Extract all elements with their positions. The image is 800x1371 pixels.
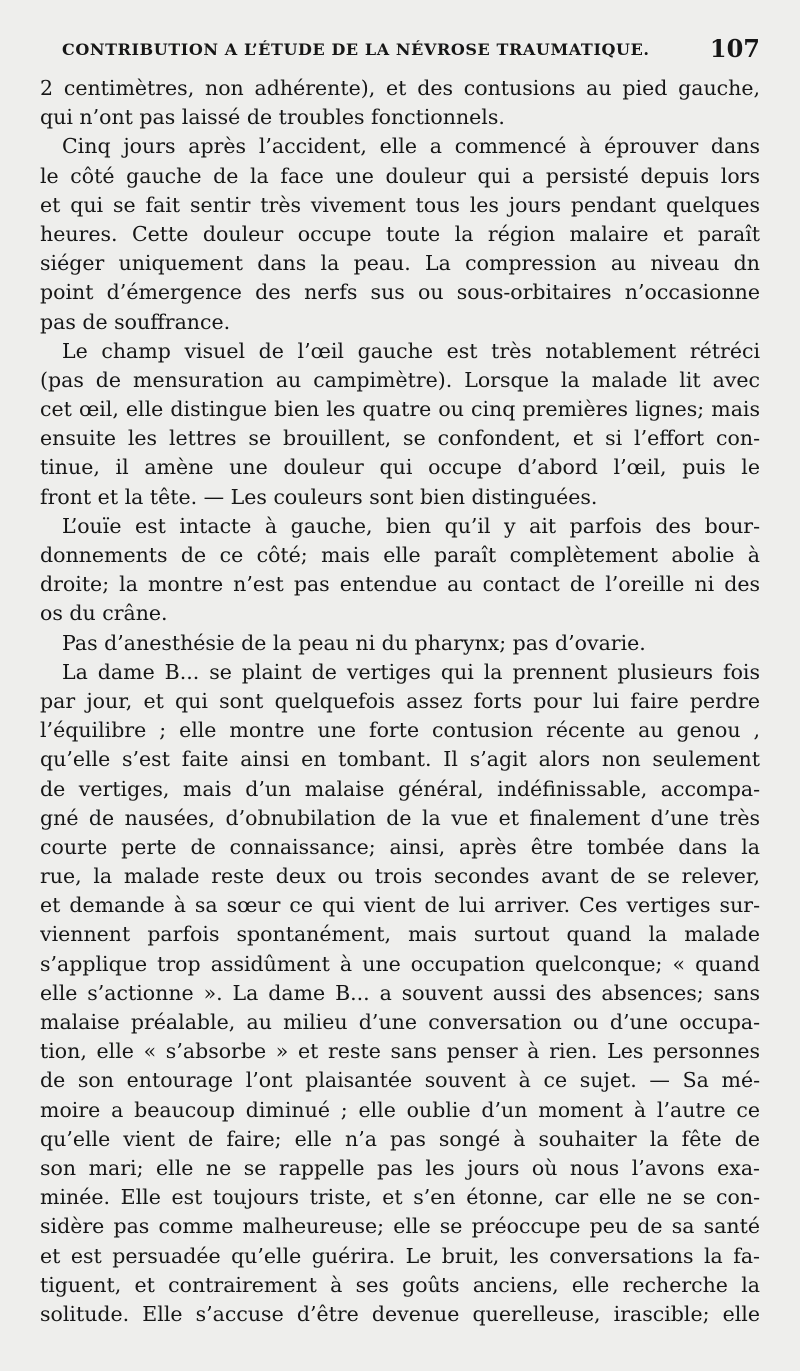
text-line: de son entourage l’ont plaisantée souvent à ce sujet. — Sa mé-: [40, 1068, 760, 1093]
text-line: donnements de ce côté; mais elle paraît complètement abolie à: [40, 543, 760, 567]
text-line: 2 centimètres, non adhérente), et des contusions au pied gauche,: [40, 76, 760, 100]
text-line: pas de souffrance.: [40, 309, 231, 334]
text-line: viennent parfois spontanément, mais surtout quand la malade: [40, 922, 760, 947]
text-line: son mari; elle ne se rappelle pas les jours où nous l’avons exa-: [40, 1155, 760, 1180]
text-line: tion, elle « s’absorbe » et reste sans penser à rien. Les personnes: [40, 1039, 760, 1064]
text-line: le côté gauche de la face une douleur qui a persisté depuis lors: [40, 163, 760, 188]
text-line: de vertiges, mais d’un malaise général, indéfinissable, accompa-: [40, 776, 760, 801]
text-line: front et la tête. — Les couleurs sont bien distinguées.: [40, 484, 598, 509]
text-line: malaise préalable, au milieu d’une conversation ou d’une occupa-: [40, 1010, 760, 1034]
body-text: [40, 74, 760, 1329]
text-line: gné de nausées, d’obnubilation de la vue et finalement d’une très: [40, 805, 760, 830]
text-line: La dame B... se plaint de vertiges qui la prennent plusieurs fois: [62, 659, 760, 684]
text-line: siéger uniquement dans la peau. La compression au niveau dn: [40, 251, 760, 276]
text-line: sidère pas comme malheureuse; elle se préoccupe peu de sa santé: [40, 1214, 760, 1239]
page-header: [62, 34, 760, 68]
text-line: par jour, et qui sont quelquefois assez forts pour lui faire perdre: [40, 688, 760, 713]
text-line: point d’émergence des nerfs sus ou sous-orbitaires n’occasionne: [40, 280, 760, 305]
text-line: tiguent, et contrairement à ses goûts anciens, elle recherche la: [40, 1272, 760, 1297]
text-line: elle s’actionne ». La dame B... a souvent aussi des absences; sans: [40, 980, 760, 1005]
text-line: l’équilibre ; elle montre une forte contusion récente au genou ,: [40, 718, 760, 743]
text-line: et qui se fait sentir très vivement tous les jours pendant quelques: [40, 192, 760, 217]
text-line: s’applique trop assidûment à une occupation quelconque; « quand: [40, 951, 760, 976]
text-line: cet œil, elle distingue bien les quatre ou cinq premières lignes; mais: [40, 397, 760, 422]
text-line: tinue, il amène une douleur qui occupe d’abord l’œil, puis le: [40, 455, 760, 480]
text-line: droite; la montre n’est pas entendue au contact de l’oreille ni des: [40, 572, 760, 597]
text-line: solitude. Elle s’accuse d’être devenue querelleuse, irascible; elle: [40, 1301, 760, 1326]
text-line: L’ouïe est intacte à gauche, bien qu’il y ait parfois des bour-: [62, 513, 760, 538]
text-line: rue, la malade reste deux ou trois secondes avant de se relever,: [40, 864, 760, 889]
text-line: moire a beaucoup diminué ; elle oublie d’un moment à l’autre ce: [40, 1097, 760, 1122]
text-line: minée. Elle est toujours triste, et s’en étonne, car elle ne se con-: [40, 1185, 760, 1210]
running-title: CONTRIBUTION A L’ÉTUDE DE LA NÉVROSE TRAUMATIQUE.: [62, 40, 650, 59]
text-line: Pas d’anesthésie de la peau ni du pharynx; pas d’ovarie.: [62, 630, 646, 655]
page-number: 107: [709, 34, 760, 63]
text-line: (pas de mensuration au campimètre). Lorsque la malade lit avec: [40, 367, 760, 392]
text-line: os du crâne.: [40, 601, 168, 626]
text-line: et est persuadée qu’elle guérira. Le bruit, les conversations la fa-: [40, 1243, 760, 1268]
text-line: Cinq jours après l’accident, elle a commencé à éprouver dans: [62, 134, 760, 159]
text-line: Le champ visuel de l’œil gauche est très notablement rétréci: [62, 338, 760, 363]
text-line: qui n’ont pas laissé de troubles fonctionnels.: [40, 105, 505, 130]
text-line: courte perte de connaissance; ainsi, après être tombée dans la: [40, 834, 760, 859]
text-line: ensuite les lettres se brouillent, se confondent, et si l’effort con-: [40, 426, 760, 451]
text-line: qu’elle s’est faite ainsi en tombant. Il s’agit alors non seulement: [40, 747, 760, 772]
text-line: heures. Cette douleur occupe toute la région malaire et paraît: [40, 221, 760, 246]
text-line: qu’elle vient de faire; elle n’a pas songé à souhaiter la fête de: [40, 1126, 760, 1151]
text-line: et demande à sa sœur ce qui vient de lui arriver. Ces vertiges sur-: [40, 893, 760, 918]
